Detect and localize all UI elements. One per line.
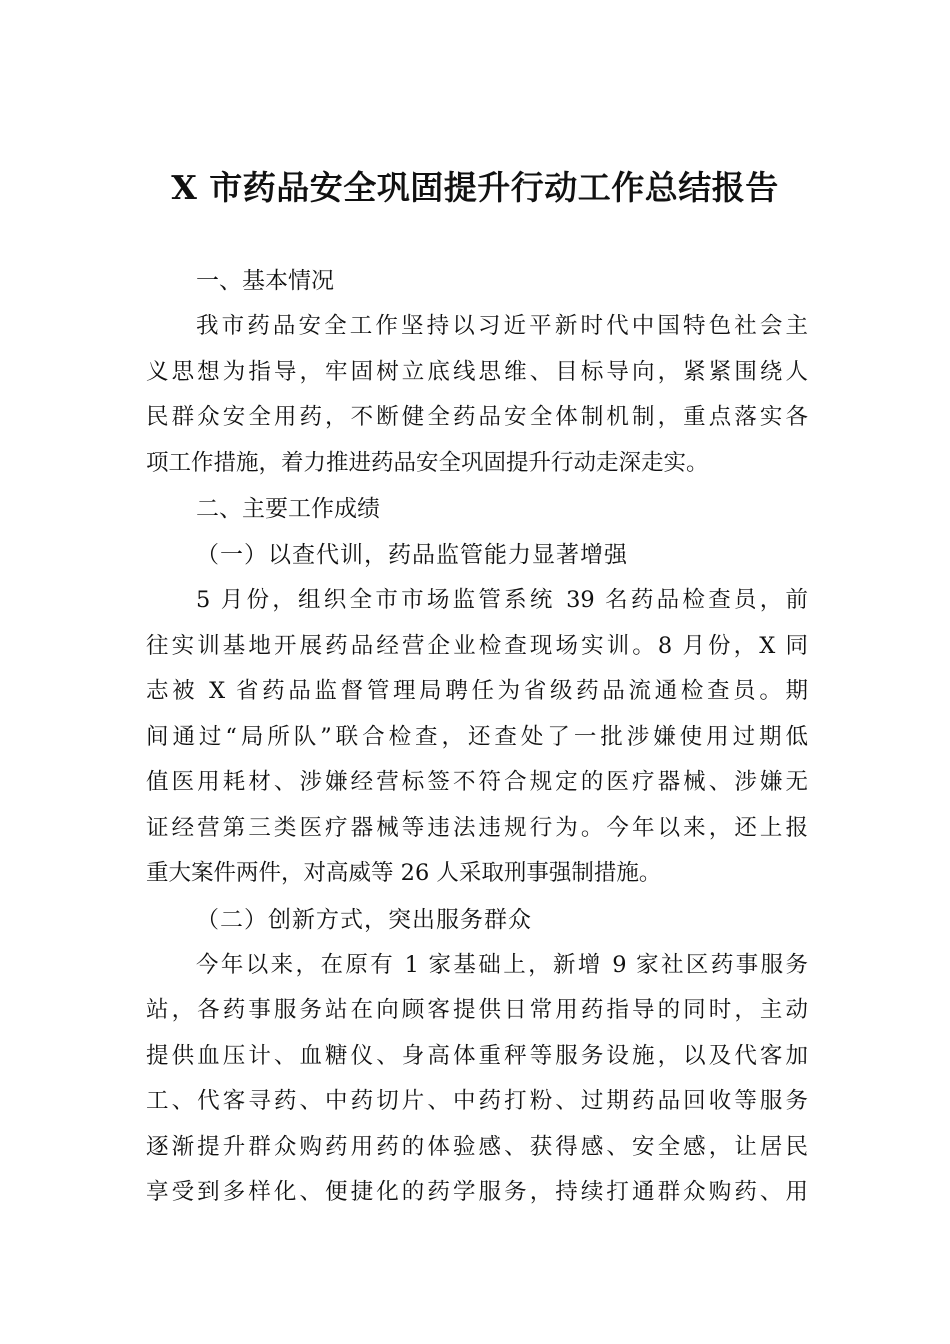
section-heading-main-achievements: 二、主要工作成绩	[196, 496, 380, 522]
paragraph-line: 民群众安全用药，不断健全药品安全体制机制，重点落实各	[146, 404, 808, 430]
paragraph-inspection-training	[146, 578, 808, 897]
subsection-heading-service-innovation: （二）创新方式，突出服务群众	[196, 906, 532, 933]
paragraph-line: 项工作措施，着力推进药品安全巩固提升行动走深走实。	[146, 449, 709, 476]
paragraph-line: 享受到多样化、便捷化的药学服务，持续打通群众购药、用	[146, 1179, 808, 1205]
paragraph-line: 志被 X 省药品监督管理局聘任为省级药品流通检查员。期	[146, 678, 808, 704]
paragraph-line: 义思想为指导，牢固树立底线思维、目标导向，紧紧围绕人	[146, 358, 808, 385]
subsection-heading-inspection-training: （一）以查代训，药品监管能力显著增强	[196, 542, 628, 568]
paragraph-line: 今年以来，在原有 1 家基础上，新增 9 家社区药事服务	[196, 951, 808, 978]
paragraph-line: 工、代客寻药、中药切片、中药打粉、过期药品回收等服务	[146, 1088, 808, 1114]
document-body	[146, 258, 808, 1216]
paragraph-line: 提供血压计、血糖仪、身高体重秤等服务设施，以及代客加	[146, 1042, 808, 1069]
section-heading-basic-situation: 一、基本情况	[196, 268, 334, 294]
paragraph-basic-situation	[146, 304, 808, 486]
paragraph-line: 我市药品安全工作坚持以习近平新时代中国特色社会主	[196, 313, 808, 339]
paragraph-line: 证经营第三类医疗器械等违法违规行为。今年以来，还上报	[146, 814, 808, 841]
paragraph-line: 间通过“局所队”联合检查，还查处了一批涉嫌使用过期低	[146, 723, 808, 750]
paragraph-line: 5 月份，组织全市市场监管系统 39 名药品检查员，前	[196, 587, 808, 613]
document-title: X 市药品安全巩固提升行动工作总结报告	[171, 168, 779, 207]
paragraph-line: 逐渐提升群众购药用药的体验感、获得感、安全感，让居民	[146, 1133, 808, 1160]
paragraph-line: 往实训基地开展药品经营企业检查现场实训。8 月份，X 同	[146, 632, 808, 659]
paragraph-service-innovation	[146, 943, 808, 1216]
paragraph-line: 值医用耗材、涉嫌经营标签不符合规定的医疗器械、涉嫌无	[146, 769, 808, 795]
paragraph-line: 站，各药事服务站在向顾客提供日常用药指导的同时，主动	[146, 997, 808, 1023]
paragraph-line: 重大案件两件，对高威等 26 人采取刑事强制措施。	[146, 860, 662, 886]
